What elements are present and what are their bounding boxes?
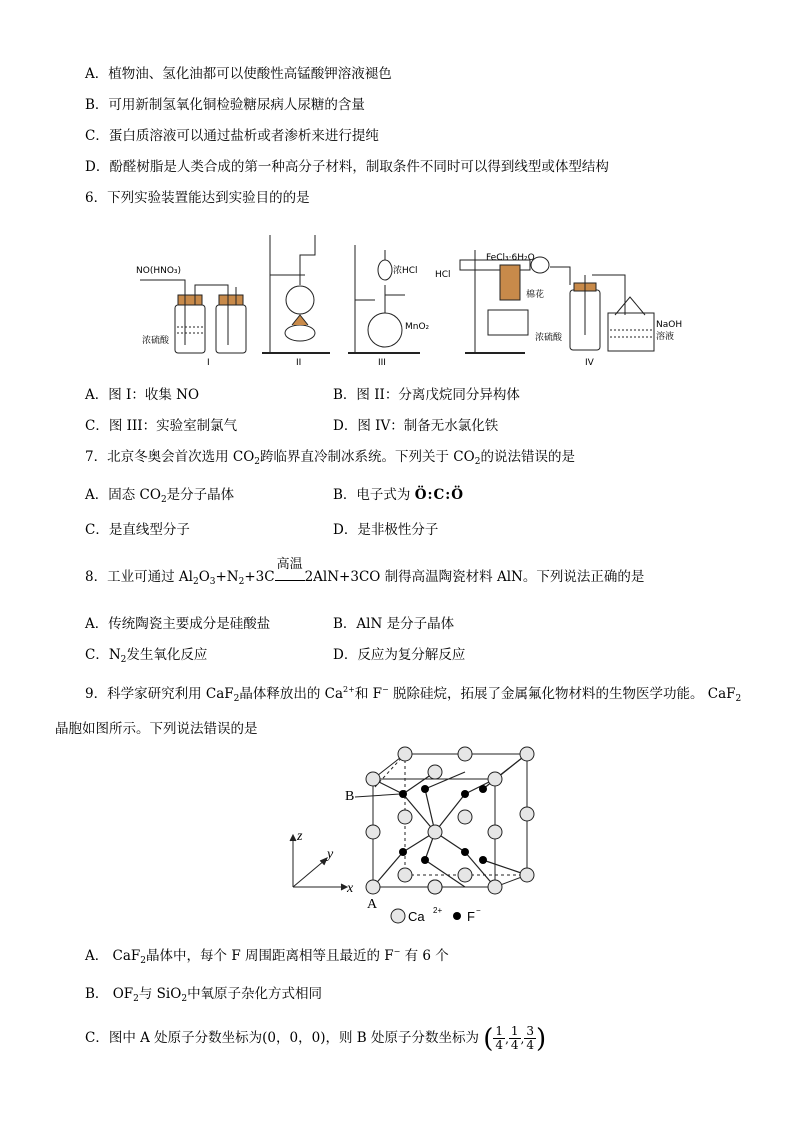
fig3-chlorine <box>348 245 420 353</box>
co2-electron-formula: Ö:C:Ö <box>414 487 464 503</box>
label-a: A <box>367 897 378 912</box>
legend <box>391 906 481 924</box>
label-fecl3: FeCl₃·6H₂O <box>486 253 535 263</box>
axis-z: z <box>297 829 303 844</box>
q7-stem: 7．北京冬奥会首次选用 $CO_2$跨临界直冷制冰系统。下列关于 $CO_2$的说法错误的是 <box>85 449 575 467</box>
q9-option-a: A． CaF$_2$晶体中，每个 F 周围距离相等且最近的 F− 有 6 个 <box>85 947 449 966</box>
q8-option-c: C．$N_2$发生氧化反应 <box>85 647 208 665</box>
q7-option-a: A．固态 $CO_2$是分子晶体 <box>85 487 235 505</box>
q9-option-c: C．图中 A 处原子分数坐标为(0，0，0)，则 B 处原子分数坐标为 ( 1 4 , 1 4 , 3 4 ) <box>85 1023 547 1054</box>
q5-option-a: A．植物油、氢化油都可以使酸性高锰酸钾溶液褪色 <box>85 66 392 82</box>
q9-option-b: B． $OF_2$与 SiO$_2$中氧原子杂化方式相同 <box>85 986 323 1004</box>
caf2-unit-cell-figure <box>285 742 545 932</box>
legend-ca-charge: 2+ <box>433 906 443 915</box>
q6-stem: 6．下列实验装置能达到实验目的的是 <box>85 190 310 206</box>
label-fig1: I <box>207 358 210 368</box>
label-b: B <box>345 789 355 804</box>
q9-stem-line1: 9．科学家研究利用 CaF$_2$晶体释放出的 $Ca^{2+}$和 F− 脱除硅烷，拓展了金属氟化物材料的生物医学功能。 CaF$_2$ <box>85 685 742 704</box>
label-solution: 溶液 <box>656 332 675 342</box>
q6-option-b: B．图 II：分离戊烷同分异构体 <box>333 387 520 403</box>
q8-stem: 8．工业可通过 $Al_2O_3+N_2+3C$ 高温 2AlN+3CO 制得高温陶瓷材料 AlN。下列说法正确的是 <box>85 557 645 587</box>
q7-option-d: D．是非极性分子 <box>333 522 439 538</box>
q7-option-b: B．电子式为 Ö:C:Ö <box>333 487 464 503</box>
q6-option-c: C．图 III：实验室制氯气 <box>85 418 238 434</box>
fig2-distillation <box>262 235 330 353</box>
legend-f-charge: − <box>476 906 481 915</box>
label-cotton: 棉花 <box>526 290 545 300</box>
label-fig3: III <box>378 358 386 368</box>
label-hcl: HCl <box>435 270 451 280</box>
q5-option-c: C．蛋白质溶液可以通过盐析或者渗析来进行提纯 <box>85 128 379 144</box>
label-conc-h2so4-2: 浓硫酸 <box>535 333 563 343</box>
q9-stem-line2: 晶胞如图所示。下列说法错误的是 <box>55 721 258 737</box>
label-naoh: NaOH <box>656 320 683 330</box>
label-conc-h2so4-1: 浓硫酸 <box>142 336 170 346</box>
label-fig2: II <box>296 358 302 368</box>
legend-ca: Ca <box>408 909 425 924</box>
axis-x: x <box>347 881 354 896</box>
q6-option-a: A．图 I：收集 NO <box>85 387 200 403</box>
q6-apparatus-figure <box>130 215 690 373</box>
q8-option-b: B．AlN 是分子晶体 <box>333 616 455 632</box>
q8-option-a: A．传统陶瓷主要成分是硅酸盐 <box>85 616 271 632</box>
q6-option-d: D．图 IV：制备无水氯化铁 <box>333 418 499 434</box>
reaction-condition: 高温 <box>275 571 305 581</box>
legend-f: F <box>467 909 475 924</box>
label-no-hno3: NO(HNO₃) <box>136 266 182 276</box>
q7-option-c: C．是直线型分子 <box>85 522 190 538</box>
label-fig4: IV <box>585 358 594 368</box>
label-mno2: MnO₂ <box>405 322 430 332</box>
q5-option-b: B．可用新制氢氧化铜检验糖尿病人尿糖的含量 <box>85 97 365 113</box>
fraction-coordinates: ( 1 4 , 1 4 , 3 4 ) <box>483 1023 547 1054</box>
q5-option-d: D．酚醛树脂是人类合成的第一种高分子材料，制取条件不同时可以得到线型或体型结构 <box>85 159 609 175</box>
label-conc-hcl: 浓HCl <box>393 266 418 276</box>
axis-y: y <box>327 847 334 862</box>
q8-option-d: D．反应为复分解反应 <box>333 647 466 663</box>
